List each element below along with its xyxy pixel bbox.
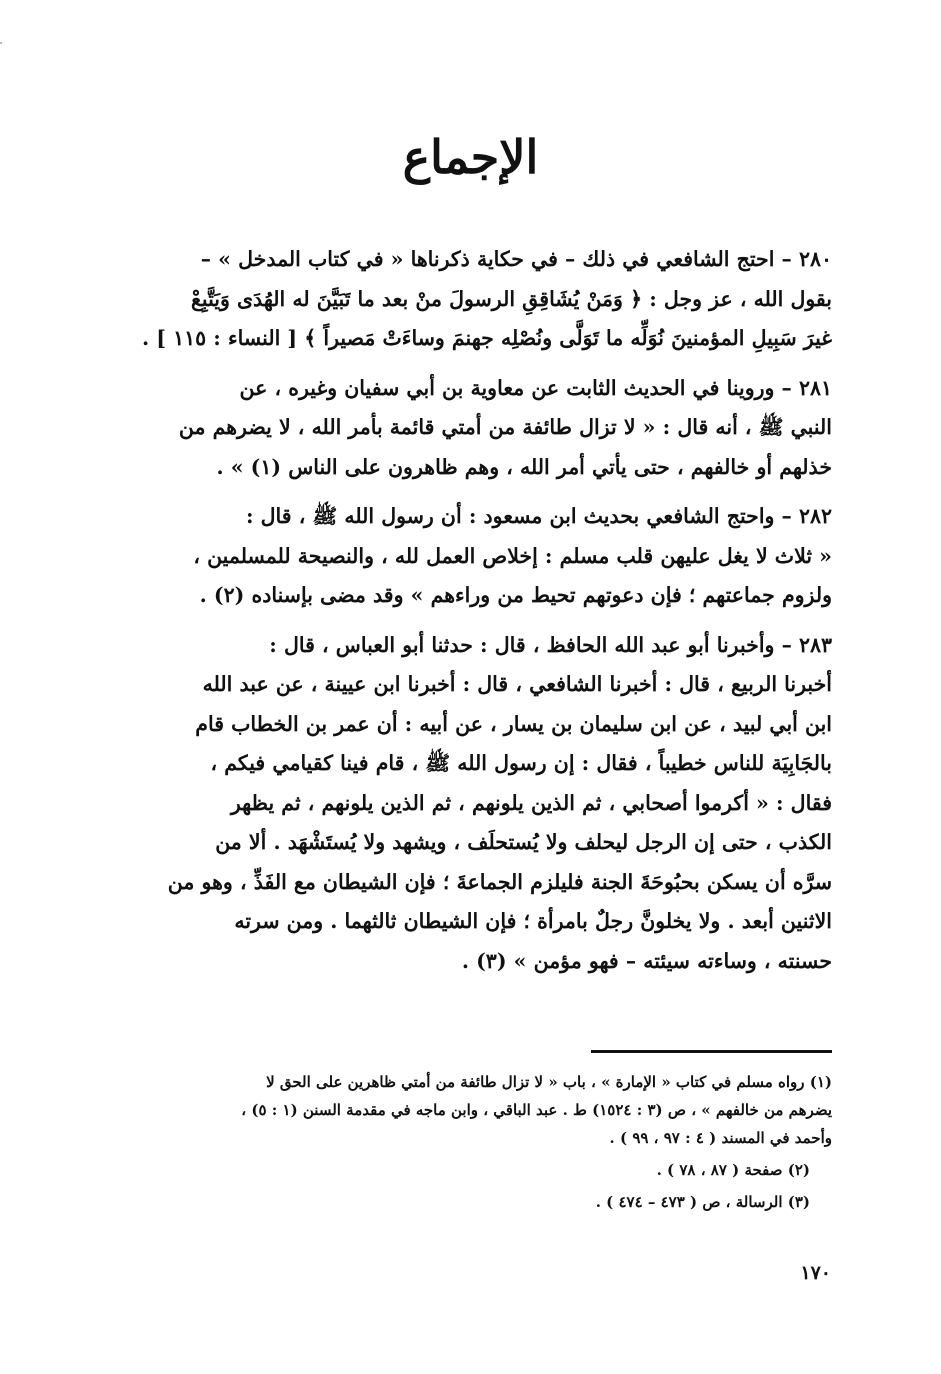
main-text bbox=[108, 240, 832, 991]
footnote-1 bbox=[104, 1068, 832, 1152]
text-line: ٢٨٣ – وأخبرنا أبو عبد الله الحافظ ، قال : حدثنا أبو العباس ، قال : bbox=[269, 632, 832, 657]
text-line: ولزوم جماعتهم ؛ فإن دعوتهم تحيط من وراءهم » وقد مضى بإسناده (٢) . bbox=[199, 583, 832, 607]
text-line: سرَّه أن يسكن بحبُوحَةَ الجنة فليلزم الجماعةَ ؛ فإن الشيطان مع الفَذِّ ، وهو من bbox=[167, 869, 832, 894]
text-line: ٢٨١ – وروينا في الحديث الثابت عن معاوية بن أبي سفيان وغيره ، عن bbox=[239, 375, 832, 400]
text-line: خذلهم أو خالفهم ، حتى يأتي أمر الله ، وهم ظاهرون على الناس (١) » . bbox=[216, 454, 832, 479]
scan-mark bbox=[0, 42, 2, 44]
text-line: بالجَابِيَة للناس خطيباً ، فقال : إن رسول الله ﷺ ، قام فينا كقيامي فيكم ، bbox=[210, 751, 832, 775]
text-line: غيرَ سَبِيلِ المؤمنينَ نُوَلِّه ما تَوَلَّى ونُصْلِه جهنمَ وساءَتْ مَصيراً ﴾ [ النساء : ١١٥ ] . bbox=[141, 326, 832, 350]
text-line: فقال : « أكرموا أصحابي ، ثم الذين يلونهم ، ثم الذين يلونهم ، ثم يظهر bbox=[230, 790, 832, 815]
footnote-line: وأحمد في المسند ( ٤ : ٩٧ ، ٩٩ ) . bbox=[609, 1129, 832, 1147]
footnote-line: (٣) الرسالة ، ص ( ٤٧٣ – ٤٧٤ ) . bbox=[595, 1193, 810, 1211]
chapter-title: الإجماع bbox=[402, 130, 539, 184]
footnote-line: يضرهم من خالفهم » ، ص (٣ : ١٥٢٤) ط . عبد الباقي ، وابن ماجه في مقدمة السنن (١ : ٥) ، bbox=[241, 1101, 832, 1119]
text-line: ٢٨٠ – احتج الشافعي في ذلك – في حكاية ذكرناها « في كتاب المدخل » – bbox=[200, 247, 832, 271]
text-line: الكذب ، حتى إن الرجل ليحلف ولا يُستحلَف ، ويشهد ولا يُستَشْهَد . ألا من bbox=[215, 830, 832, 854]
paragraph-280 bbox=[108, 240, 832, 359]
footnote-2 bbox=[104, 1156, 832, 1184]
footnote-line: (٢) صفحة ( ٨٧ ، ٧٨ ) . bbox=[656, 1161, 810, 1179]
text-line: ٢٨٢ – واحتج الشافعي بحديث ابن مسعود : أن رسول الله ﷺ ، قال : bbox=[245, 504, 832, 528]
text-line: أخبرنا الربيع ، قال : أخبرنا الشافعي ، قال : أخبرنا ابن عيينة ، عن عبد الله bbox=[202, 672, 832, 696]
footnote-line: (١) رواه مسلم في كتاب « الإمارة » ، باب « لا تزال طائفة من أمتي ظاهرين على الحق لا bbox=[266, 1073, 832, 1091]
footnotes bbox=[104, 1068, 832, 1220]
text-line: بقول الله ، عز وجل : ﴿ وَمَنْ يُشَاقِقِ الرسولَ منْ بعد ما تَبَيَّنَ له الهُدَى وَيَتَّبِعْ bbox=[190, 286, 832, 311]
text-line: ابن أبي لبيد ، عن ابن سليمان بن يسار ، عن أبيه : أن عمر بن الخطاب قام bbox=[195, 711, 832, 736]
footnote-separator bbox=[591, 1050, 832, 1053]
text-line: النبي ﷺ ، أنه قال : « لا تزال طائفة من أمتي قائمة بأمر الله ، لا يضرهم من bbox=[178, 415, 832, 439]
paragraph-281 bbox=[108, 369, 832, 488]
text-line: حسنته ، وساءته سيئته – فهو مؤمن » (٣) . bbox=[461, 948, 832, 973]
footnote-3 bbox=[104, 1188, 832, 1216]
text-line: « ثلاث لا يغل عليهن قلب مسلم : إخلاص العمل لله ، والنصيحة للمسلمين ، bbox=[193, 543, 832, 568]
page-number: ١٧٠ bbox=[800, 1262, 831, 1284]
text-line: الاثنين أبعد . ولا يخلونَّ رجلٌ بامرأة ؛ فإن الشيطان ثالثهما . ومن سرته bbox=[234, 909, 832, 933]
paragraph-282 bbox=[108, 497, 832, 616]
paragraph-283 bbox=[108, 626, 832, 982]
